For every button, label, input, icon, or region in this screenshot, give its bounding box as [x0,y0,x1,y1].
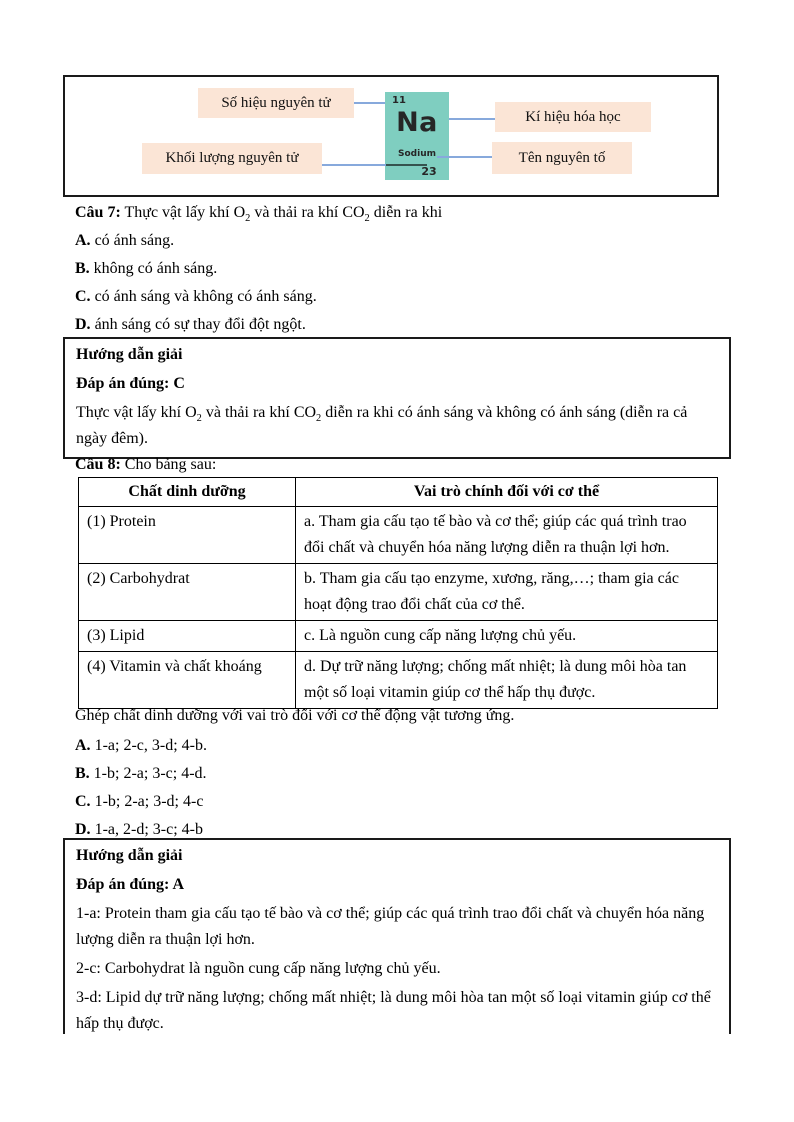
table-row [79,652,718,709]
question-7-stem: Câu 7: Thực vật lấy khí $O_2$ và thải ra khí $CO_2$ diễn ra khi [75,204,443,225]
element-symbol-value: Na [396,107,438,138]
table-row [79,507,718,564]
table-cell-nutrient: (4) Vitamin và chất khoáng [79,652,296,709]
table-cell-role: c. Là nguồn cung cấp năng lượng chủ yếu. [296,621,718,652]
option-text: 1-a, 2-d; 3-c; 4-b [94,821,203,838]
option-letter: B. [75,765,90,782]
solution-box-q7 [63,337,731,459]
subscript: 2 [245,213,251,225]
table-cell-nutrient: (1) Protein [79,507,296,564]
q8-option-c [75,788,203,816]
solution-body: Thực vật lấy khí $O_2$ và thải ra khí $CO_2$ diễn ra khi có ánh sáng và không có ánh sáng (diễn ra cả ngày đêm). [76,404,688,447]
table-row [79,621,718,652]
table-cell-nutrient: (2) Carbohydrat [79,564,296,621]
option-letter: C. [75,288,91,305]
option-letter: A. [75,737,91,754]
option-letter: B. [75,260,90,277]
option-text: 1-a; 2-c, 3-d; 4-b. [94,737,207,754]
question-7-number: Câu 7: [75,204,121,221]
question-8-number: Câu 8: [75,456,121,473]
element-diagram-figure [63,75,719,197]
solution-heading: Hướng dẫn giải [76,847,183,864]
option-text: ánh sáng có sự thay đổi đột ngột. [94,316,306,333]
option-text: có ánh sáng và không có ánh sáng. [94,288,317,305]
table-cell-role: b. Tham gia cấu tạo enzyme, xương, răng,…; tham gia các hoạt động trao đổi chất của cơ thể. [296,564,718,621]
table-cell-nutrient: (3) Lipid [79,621,296,652]
atomic-number-value: 11 [392,95,406,106]
element-name-value: Sodium [398,149,436,159]
table-header-row [79,478,718,507]
q7-option-d [75,311,306,339]
label-atomic-number: Số hiệu nguyên tử [198,88,354,118]
label-chemical-symbol: Kí hiệu hóa học [495,102,651,132]
option-letter: A. [75,232,91,249]
subscript: 2 [364,213,370,225]
q8-option-a [75,732,207,760]
option-text: 1-b; 2-a; 3-c; 4-d. [93,765,207,782]
table-cell-role: a. Tham gia cấu tạo tế bào và cơ thể; giúp các quá trình trao đổi chất và chuyển hóa năng lượng diễn ra thuận lợi hơn. [296,507,718,564]
connector-line-mass [322,164,386,166]
q7-option-b [75,255,217,283]
question-8-stem [75,451,216,479]
q8-option-b [75,760,207,788]
correct-answer-line: Đáp án đúng: A [76,876,185,893]
periodic-element-card [385,92,449,180]
solution-heading: Hướng dẫn giải [76,346,183,363]
subscript: 2 [316,413,322,425]
solution-line: 2-c: Carbohydrat là nguồn cung cấp năng lượng chủ yếu. [76,960,441,977]
connector-line-symbol [449,118,495,120]
label-atomic-mass: Khối lượng nguyên tử [142,143,322,174]
table-cell-role: d. Dự trữ năng lượng; chống mất nhiệt; là dung môi hòa tan một số loại vitamin giúp cơ thể hấp thụ được. [296,652,718,709]
option-letter: D. [75,821,91,838]
atomic-mass-value: 23 [421,165,437,178]
correct-answer-line: Đáp án đúng: C [76,375,185,392]
table-row [79,564,718,621]
solution-box-q8 [63,838,731,1034]
connector-line-name [437,156,492,158]
header-nutrient: Chất dinh dưỡng [79,478,296,507]
subscript: 2 [196,413,202,425]
option-letter: C. [75,793,91,810]
option-text: 1-b; 2-a; 3-d; 4-c [94,793,204,810]
question-7-text: Thực vật lấy khí O [124,204,246,221]
label-element-name: Tên nguyên tố [492,142,632,174]
solution-line: 1-a: Protein tham gia cấu tạo tế bào và cơ thể; giúp các quá trình trao đổi chất và chuyển hóa năng lượng diễn ra thuận lợi hơn. [76,905,705,948]
question-8-text: Cho bảng sau: [124,456,217,473]
q7-option-a [75,227,174,255]
q7-option-c [75,283,317,311]
option-text: không có ánh sáng. [93,260,218,277]
connector-line-atomic-number [354,102,385,104]
nutrients-table [78,477,718,709]
header-role: Vai trò chính đối với cơ thể [296,478,718,507]
option-letter: D. [75,316,91,333]
option-text: có ánh sáng. [94,232,175,249]
solution-line: 3-d: Lipid dự trữ năng lượng; chống mất nhiệt; là dung môi hòa tan một số loại vitamin giúp cơ thể hấp thụ được. [76,989,711,1032]
match-prompt: Ghép chất dinh dưỡng với vai trò đối với cơ thể động vật tương ứng. [75,707,515,724]
